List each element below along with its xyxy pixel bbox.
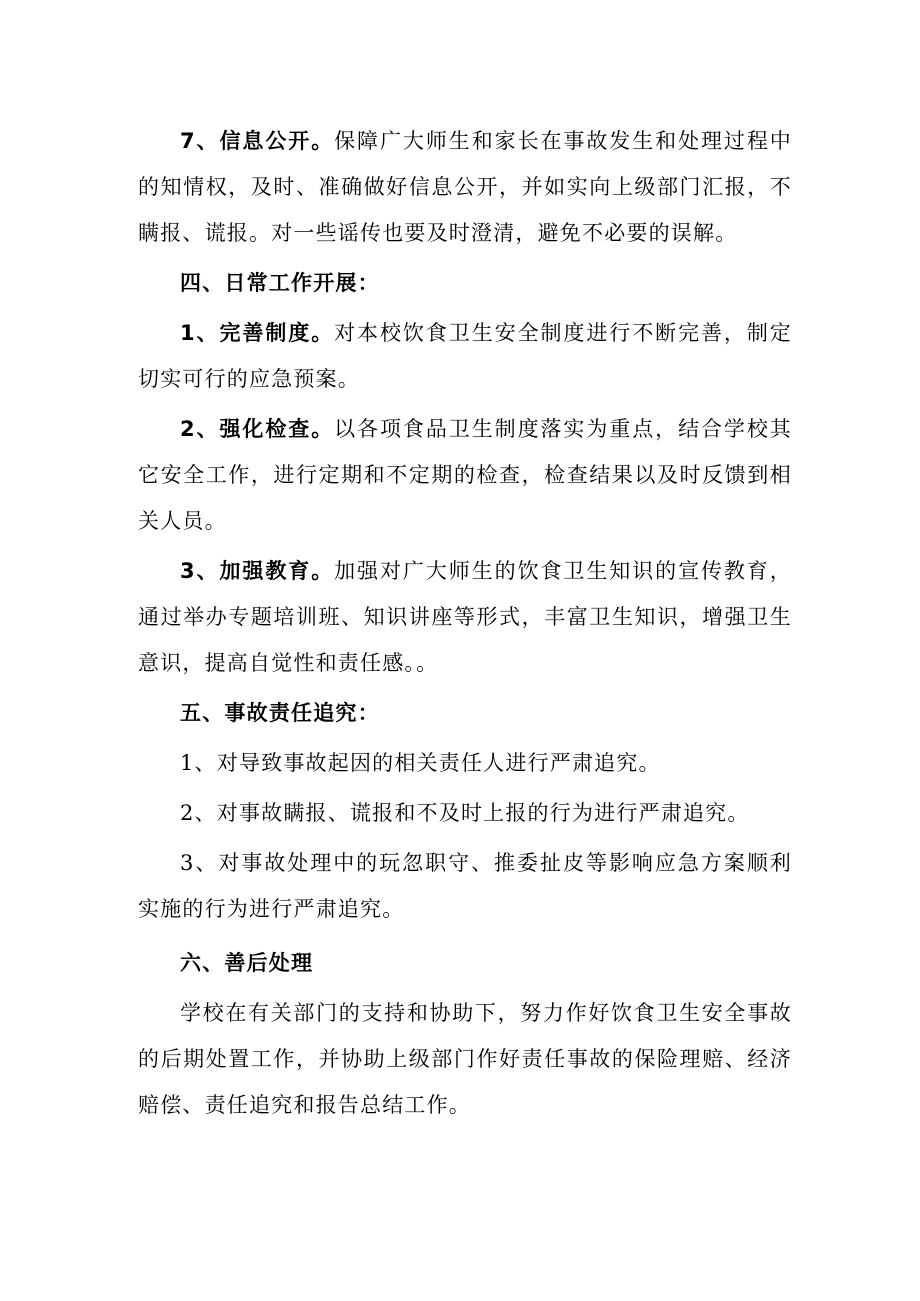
daily-work-item-2-lead: 2、强化检查。 <box>180 417 335 441</box>
daily-work-heading: 四、日常工作开展： <box>180 271 380 295</box>
daily-work-item-1-text: 对本校饮食卫生安全制度进行不断完善，制定切实可行的应急预案。 <box>138 321 792 391</box>
daily-work-item-3-lead: 3、加强教育。 <box>180 559 335 583</box>
daily-work-item-1 <box>138 310 792 402</box>
info-open-text: 保障广大师生和家长在事故发生和处理过程中的知情权，及时、准确做好信息公开，并如实向上级部门汇报，不瞒报、谎报。对一些谣传也要及时澄清，避免不必要的误解。 <box>138 129 792 245</box>
daily-work-item-1-lead: 1、完善制度。 <box>180 321 335 345</box>
info-open-paragraph <box>138 118 792 256</box>
accountability-heading: 五、事故责任追究： <box>180 701 380 725</box>
daily-work-item-3-text: 加强对广大师生的饮食卫生知识的宣传教育，通过举办专题培训班、知识讲座等形式，丰富卫生知识，增强卫生意识，提高自觉性和责任感。。 <box>138 559 792 675</box>
daily-work-item-2-text: 以各项食品卫生制度落实为重点，结合学校其它安全工作，进行定期和不定期的检查，检查结果以及时反馈到相关人员。 <box>138 417 792 533</box>
aftermath-heading: 六、善后处理 <box>180 951 314 975</box>
info-open-lead: 7、信息公开。 <box>180 129 335 153</box>
daily-work-item-3 <box>138 548 792 686</box>
aftermath-paragraph: 学校在有关部门的支持和协助下，努力作好饮食卫生安全事故的后期处置工作，并协助上级部门作好责任事故的保险理赔、经济赔偿、责任追究和报告总结工作。 <box>138 1001 792 1117</box>
accountability-item-2: 2、对事故瞒报、谎报和不及时上报的行为进行严肃追究。 <box>180 801 750 825</box>
accountability-item-3: 3、对事故处理中的玩忽职守、推委扯皮等影响应急方案顺利实施的行为进行严肃追究。 <box>138 851 792 921</box>
accountability-item-1: 1、对导致事故起因的相关责任人进行严肃追究。 <box>180 751 661 775</box>
daily-work-item-2 <box>138 406 792 544</box>
document-page <box>138 118 792 1128</box>
